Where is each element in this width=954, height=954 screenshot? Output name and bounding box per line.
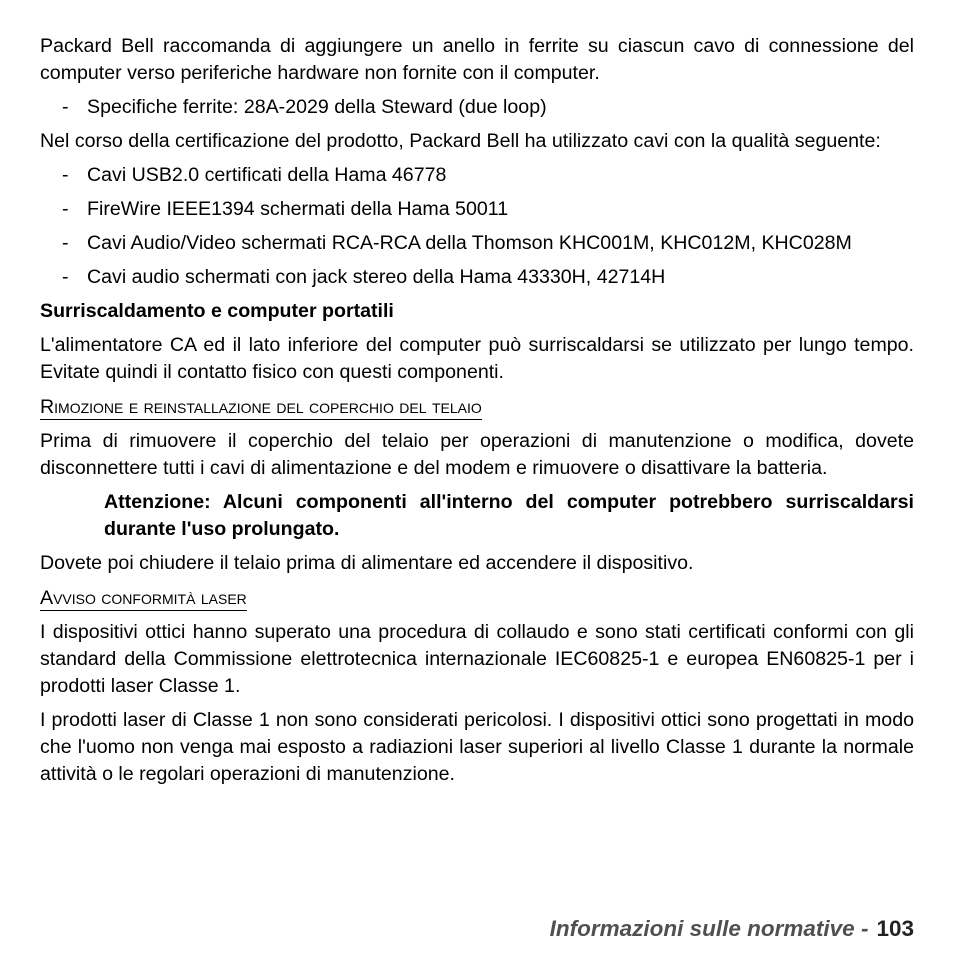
page-number: 103 (876, 916, 914, 941)
list-item (40, 196, 914, 223)
list-item (40, 162, 914, 189)
chassis-paragraph: Prima di rimuovere il coperchio del telaio per operazioni di manutenzione o modifica, dovete disconnettere tutti i cavi di alimentazione e del modem e rimuovere o disattivare la batteria. (40, 430, 914, 479)
dash-marker: - (62, 232, 69, 254)
list-item-text: Cavi USB2.0 certificati della Hama 46778 (87, 164, 447, 186)
dash-marker: - (62, 266, 69, 288)
cables-paragraph: Nel corso della certificazione del prodotto, Packard Bell ha utilizzato cavi con la qualità seguente: (40, 130, 881, 152)
list-item-text: Cavi Audio/Video schermati RCA-RCA della Thomson KHC001M, KHC012M, KHC028M (87, 232, 852, 254)
list-item (40, 264, 914, 291)
list-item-text: FireWire IEEE1394 schermati della Hama 50011 (87, 198, 509, 220)
dash-marker: - (62, 198, 69, 220)
list-item (40, 94, 914, 121)
warning-note: Attenzione: Alcuni componenti all'interno del computer potrebbero surriscaldarsi durante l'uso prolungato. (104, 491, 914, 540)
footer-section-title: Informazioni sulle normative - (549, 916, 869, 941)
dash-marker: - (62, 164, 69, 186)
document-page (40, 33, 914, 795)
laser-heading: Avviso conformità laser (40, 587, 247, 609)
overheating-heading: Surriscaldamento e computer portatili (40, 300, 394, 322)
cables-list (40, 162, 914, 291)
dash-marker: - (62, 96, 69, 118)
chassis-heading: Rimozione e reinstallazione del coperchio del telaio (40, 396, 482, 418)
list-item-text: Specifiche ferrite: 28A-2029 della Steward (due loop) (87, 96, 547, 118)
ferrite-list (40, 94, 914, 121)
page-footer (550, 914, 914, 944)
chassis-closing-paragraph: Dovete poi chiudere il telaio prima di alimentare ed accendere il dispositivo. (40, 552, 694, 574)
intro-paragraph: Packard Bell raccomanda di aggiungere un anello in ferrite su ciascun cavo di connessione del computer verso periferiche hardware non fornite con il computer. (40, 35, 914, 84)
laser-paragraph-2: I prodotti laser di Classe 1 non sono considerati pericolosi. I dispositivi ottici sono progettati in modo che l'uomo non venga mai esposto a radiazioni laser superiori al livello Classe 1 durante la normale attività o le regolari operazioni di manutenzione. (40, 709, 914, 785)
overheating-paragraph: L'alimentatore CA ed il lato inferiore del computer può surriscaldarsi se utilizzato per lungo tempo. Evitate quindi il contatto fisico con questi componenti. (40, 334, 914, 383)
list-item (40, 230, 914, 257)
list-item-text: Cavi audio schermati con jack stereo della Hama 43330H, 42714H (87, 266, 666, 288)
laser-paragraph-1: I dispositivi ottici hanno superato una procedura di collaudo e sono stati certificati conformi con gli standard della Commissione elettrotecnica internazionale IEC60825-1 e europea EN60825-1 per i prodotti laser Classe 1. (40, 621, 914, 697)
